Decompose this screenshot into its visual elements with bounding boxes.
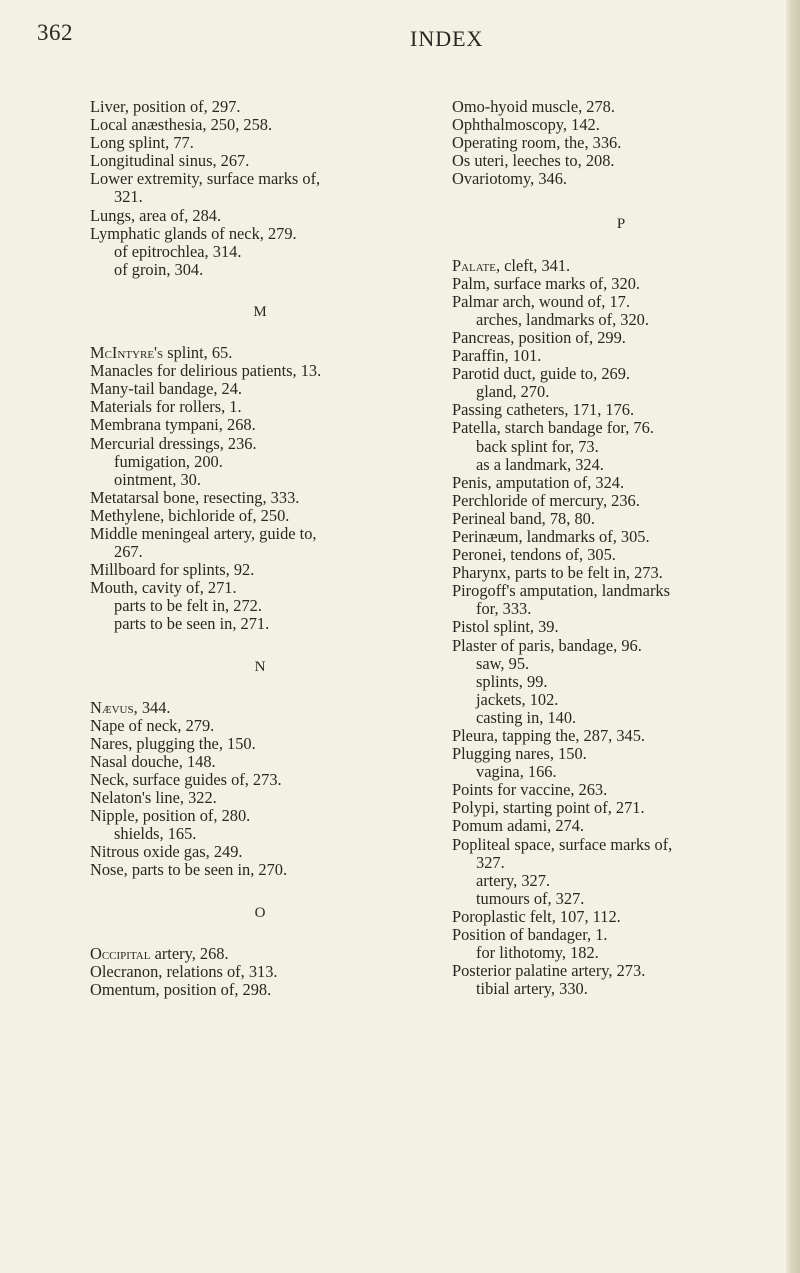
index-subentry — [452, 655, 790, 673]
entry-text: , 344. — [133, 697, 171, 717]
entry-text: Points for vaccine, 263. — [452, 780, 608, 800]
entry-text: Pleura, tapping the, 287, 345. — [452, 726, 646, 745]
entry-lead-word: Occipital — [90, 943, 151, 963]
index-entry — [452, 582, 790, 600]
index-entry — [90, 398, 430, 416]
entry-text: Omo-hyoid muscle, 278. — [452, 97, 615, 116]
entry-text: Middle meningeal artery, guide to, — [90, 523, 317, 543]
entry-text: vagina, 166. — [476, 762, 557, 782]
index-subentry — [90, 453, 430, 471]
index-entry — [90, 344, 430, 362]
entry-lead-word: McIntyre's — [90, 343, 164, 363]
entry-text: Lungs, area of, 284. — [90, 205, 222, 225]
index-entry — [90, 771, 430, 789]
entry-text: Plaster of paris, bandage, 96. — [452, 635, 642, 655]
index-entry — [452, 152, 790, 170]
index-entry — [452, 170, 790, 188]
index-entry — [452, 510, 790, 528]
entry-text: Ovariotomy, 346. — [452, 169, 568, 189]
entry-text: 327. — [476, 852, 505, 872]
index-subentry — [90, 615, 430, 633]
entry-text: Parotid duct, guide to, 269. — [452, 364, 631, 384]
entry-text: of epitrochlea, 314. — [114, 241, 242, 261]
entry-text: fumigation, 200. — [114, 451, 223, 471]
entry-text: for lithotomy, 182. — [476, 943, 599, 963]
index-entry — [90, 981, 430, 999]
entry-text: Materials for rollers, 1. — [90, 397, 242, 417]
entry-text: Penis, amputation of, 324. — [452, 472, 625, 492]
section-letter: M — [253, 303, 267, 320]
entry-text: artery, 327. — [476, 870, 551, 890]
index-entry — [452, 134, 790, 152]
entry-text: splints, 99. — [476, 671, 548, 691]
index-subentry — [90, 597, 430, 615]
index-column-left — [90, 98, 430, 999]
entry-text: Manacles for delirious patients, 13. — [90, 361, 322, 381]
index-entry — [452, 528, 790, 546]
index-entry — [90, 699, 430, 717]
entry-text: Millboard for splints, 92. — [90, 560, 255, 580]
entry-text: Membrana tympani, 268. — [90, 415, 256, 435]
entry-text: casting in, 140. — [476, 707, 577, 727]
entry-text: Plugging nares, 150. — [452, 744, 587, 764]
index-entry — [90, 362, 430, 380]
entry-text: Lymphatic glands of neck, 279. — [90, 223, 297, 243]
entry-text: shields, 165. — [114, 824, 197, 844]
index-entry — [90, 735, 430, 753]
index-entry — [90, 861, 430, 879]
index-entry — [90, 207, 430, 225]
entry-text: Position of bandager, 1. — [452, 925, 608, 945]
entry-text: Polypi, starting point of, 271. — [452, 798, 645, 818]
entry-text: Pirogoff's amputation, landmarks — [452, 581, 670, 601]
entry-text: Popliteal space, surface marks of, — [452, 834, 673, 854]
index-entry — [452, 745, 790, 763]
index-entry — [452, 257, 790, 275]
index-entry — [90, 753, 430, 771]
entry-text: ointment, 30. — [114, 469, 201, 489]
entry-text: gland, 270. — [476, 382, 550, 402]
entry-text: Perchloride of mercury, 236. — [452, 490, 640, 510]
index-entry — [90, 789, 430, 807]
index-entry — [452, 618, 790, 636]
index-entry — [452, 926, 790, 944]
entry-text: Many-tail bandage, 24. — [90, 379, 243, 399]
entry-text: for, 333. — [476, 599, 532, 619]
index-entry — [452, 419, 790, 437]
entry-text: , cleft, 341. — [495, 255, 571, 275]
page-number: 362 — [37, 20, 73, 45]
index-entry — [452, 365, 790, 383]
index-entry — [452, 546, 790, 564]
entry-text: Olecranon, relations of, 313. — [90, 961, 278, 981]
entry-text: as a landmark, 324. — [476, 454, 604, 474]
index-entry-continuation — [90, 188, 430, 206]
index-subentry — [90, 243, 430, 261]
entry-text: Lower extremity, surface marks of, — [90, 169, 321, 189]
index-entry — [90, 134, 430, 152]
section-letter: O — [254, 904, 266, 921]
index-entry — [90, 152, 430, 170]
index-entry — [90, 98, 430, 116]
index-entry-continuation — [90, 543, 430, 561]
index-entry — [90, 380, 430, 398]
index-subentry — [452, 890, 790, 908]
entry-text: Ophthalmoscopy, 142. — [452, 115, 600, 135]
index-subentry — [452, 438, 790, 456]
entry-lead-word: Nævus — [90, 697, 134, 717]
index-entry — [452, 293, 790, 311]
index-entry — [90, 843, 430, 861]
index-entry — [452, 116, 790, 134]
entry-text: Palm, surface marks of, 320. — [452, 273, 640, 293]
index-entry — [452, 908, 790, 926]
entry-text: Peronei, tendons of, 305. — [452, 545, 616, 565]
index-entry — [90, 561, 430, 579]
entry-text: Nose, parts to be seen in, 270. — [90, 860, 288, 880]
index-subentry — [452, 980, 790, 998]
entry-text: tibial artery, 330. — [476, 979, 588, 999]
index-entry — [452, 727, 790, 745]
index-entry — [90, 717, 430, 735]
entry-text: Paraffin, 101. — [452, 346, 542, 366]
entry-text: Local anæsthesia, 250, 258. — [90, 115, 273, 135]
running-head: INDEX — [410, 26, 484, 51]
index-subentry — [452, 691, 790, 709]
entry-text: Passing catheters, 171, 176. — [452, 400, 635, 420]
index-entry — [452, 799, 790, 817]
entry-text: parts to be seen in, 271. — [114, 614, 270, 634]
index-subentry — [90, 261, 430, 279]
entry-text: Nitrous oxide gas, 249. — [90, 842, 243, 862]
index-subentry — [452, 944, 790, 962]
entry-text: Nipple, position of, 280. — [90, 806, 251, 826]
entry-text: tumours of, 327. — [476, 888, 585, 908]
entry-text: back splint for, 73. — [476, 436, 599, 456]
index-subentry — [452, 456, 790, 474]
entry-text: arches, landmarks of, 320. — [476, 309, 649, 329]
index-entry — [452, 492, 790, 510]
index-subentry — [452, 311, 790, 329]
entry-text: Pharynx, parts to be felt in, 273. — [452, 563, 663, 583]
entry-text: parts to be felt in, 272. — [114, 596, 262, 616]
index-entry — [452, 836, 790, 854]
section-letter: N — [254, 658, 266, 675]
index-subentry — [452, 872, 790, 890]
index-subentry — [452, 383, 790, 401]
entry-text: Nape of neck, 279. — [90, 715, 215, 735]
entry-text: Pancreas, position of, 299. — [452, 327, 626, 347]
entry-text: Os uteri, leeches to, 208. — [452, 151, 615, 171]
index-subentry — [452, 673, 790, 691]
entry-text: Nelaton's line, 322. — [90, 788, 217, 808]
index-entry — [90, 579, 430, 597]
entry-text: Perineal band, 78, 80. — [452, 508, 595, 528]
entry-text: Long splint, 77. — [90, 133, 194, 153]
entry-text: Liver, position of, 297. — [90, 97, 241, 116]
index-entry — [452, 474, 790, 492]
entry-text: saw, 95. — [476, 653, 530, 673]
entry-text: Patella, starch bandage for, 76. — [452, 418, 654, 438]
index-subentry — [90, 825, 430, 843]
entry-lead-word: Palate — [452, 255, 496, 275]
entry-text: Omentum, position of, 298. — [90, 979, 272, 999]
index-subentry — [452, 709, 790, 727]
entry-text: 321. — [114, 187, 143, 207]
index-entry — [90, 507, 430, 525]
index-entry — [90, 170, 430, 188]
index-entry — [90, 945, 430, 963]
index-column-right — [452, 98, 790, 998]
index-entry — [90, 489, 430, 507]
entry-text: of groin, 304. — [114, 259, 204, 279]
index-entry — [90, 807, 430, 825]
index-entry — [90, 963, 430, 981]
entry-text: Neck, surface guides of, 273. — [90, 770, 282, 789]
entry-text: Poroplastic felt, 107, 112. — [452, 906, 621, 926]
entry-text: Nasal douche, 148. — [90, 751, 216, 771]
entry-text: Nares, plugging the, 150. — [90, 733, 256, 753]
index-entry — [452, 329, 790, 347]
entry-text: Mouth, cavity of, 271. — [90, 578, 237, 598]
index-entry — [452, 564, 790, 582]
index-entry-continuation — [452, 854, 790, 872]
entry-text: Pistol splint, 39. — [452, 617, 559, 637]
entry-text: Palmar arch, wound of, 17. — [452, 291, 630, 311]
entry-text: Mercurial dressings, 236. — [90, 433, 257, 453]
entry-text: Posterior palatine artery, 273. — [452, 961, 646, 981]
entry-text: splint, 65. — [163, 343, 233, 363]
index-entry — [90, 525, 430, 543]
entry-text: Perinæum, landmarks of, 305. — [452, 526, 650, 546]
index-entry — [90, 416, 430, 434]
index-subentry — [90, 471, 430, 489]
index-entry — [452, 637, 790, 655]
index-entry — [90, 116, 430, 134]
index-entry — [452, 781, 790, 799]
index-subentry — [452, 763, 790, 781]
entry-text: Longitudinal sinus, 267. — [90, 151, 250, 171]
index-entry — [90, 225, 430, 243]
entry-text: jackets, 102. — [476, 689, 559, 709]
index-entry — [452, 817, 790, 835]
index-entry — [452, 275, 790, 293]
index-entry — [90, 435, 430, 453]
entry-text: artery, 268. — [150, 943, 229, 963]
entry-text: Pomum adami, 274. — [452, 816, 585, 836]
entry-text: Metatarsal bone, resecting, 333. — [90, 487, 300, 507]
entry-text: 267. — [114, 542, 143, 562]
index-entry — [452, 962, 790, 980]
index-entry — [452, 98, 790, 116]
entry-text: Methylene, bichloride of, 250. — [90, 505, 290, 525]
index-entry-continuation — [452, 600, 790, 618]
entry-text: Operating room, the, 336. — [452, 133, 622, 153]
section-letter: P — [616, 216, 626, 233]
index-entry — [452, 401, 790, 419]
index-entry — [452, 347, 790, 365]
